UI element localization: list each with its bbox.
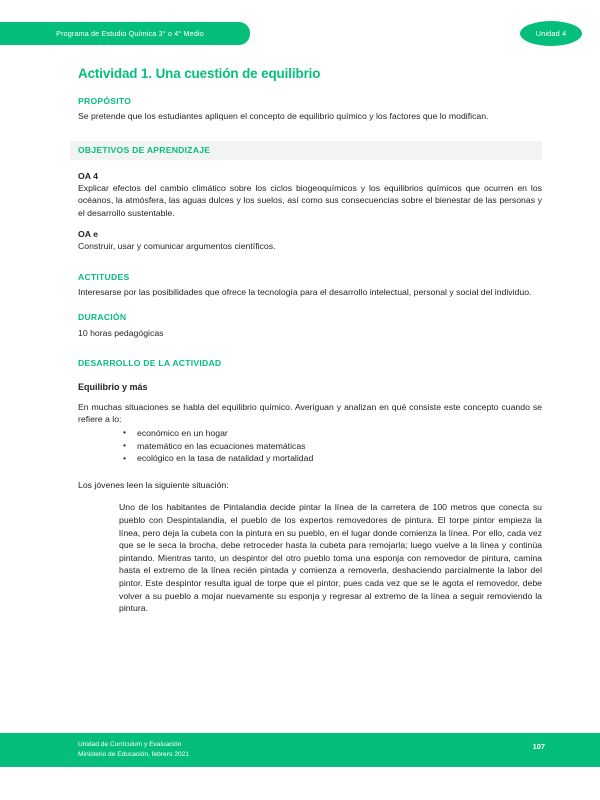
objetivo-code-oa4: OA 4 [78, 170, 98, 181]
objetivo-text-oa4: Explicar efectos del cambio climático sobre los ciclos biogeoquímicos y los equilibrios químicos que ocurren en los océanos, la atmósfera, las aguas dulces y los suelos, así como sus consecuencias sobre el bienestar de las personas y el desarrollo sustentable. [78, 183, 542, 218]
situation-lead-in-text: Los jóvenes leen la siguiente situación: [78, 480, 229, 491]
section-heading-objetivos: OBJETIVOS DE APRENDIZAJE [70, 141, 542, 160]
situation-quote-text: Uno de los habitantes de Pintalandia decide pintar la línea de la carretera de 100 metros que conecta su pueblo con Despintalandia, el pueblo de los expertos removedores de pintura. El torpe pintor empieza la línea, pero deja la cubeta con la pintura en su pueblo, en el lugar donde comienza la línea. Por ello, cada vez que se le seca la brocha, debe retroceder hasta la cubeta para remojarla; luego vuelve a la línea y continúa pintando. Mientras tanto, un despintor del otro pueblo toma una esponja con removedor de pintura, camina hasta el extremo de la línea recién pintada y comienza a removerla, deshaciendo parcialmente la labor del pintor. Este despintor resulta igual de torpe que el pintor, pues cada vez que se le agota el removedor, debe volver a su pueblo a mojar nuevamente su esponja y regresar al extremo de la línea a seguir removiendo la pintura. [119, 502, 542, 614]
spacer [78, 339, 542, 358]
section-heading-desarrollo: DESARROLLO DE LA ACTIVIDAD [78, 357, 222, 368]
actitudes-text: Interesarse por las posibilidades que ofrece la tecnología para el desarrollo intelectual, personal y social del individuo. [78, 287, 532, 297]
footer-page-number: 107 [532, 742, 545, 751]
unit-badge-label: Unidad 4 [535, 29, 567, 38]
page-title: Actividad 1. Una cuestión de equilibrio [78, 66, 321, 81]
section-heading-duracion: DURACIÓN [78, 312, 127, 323]
section-heading-proposito: PROPÓSITO [78, 96, 132, 107]
list-item: • ecológico en la tasa de natalidad y mortalidad [137, 452, 542, 465]
footer-line-1: Unidad de Currículum y Evaluación [78, 741, 182, 748]
spacer [78, 219, 542, 228]
unit-badge [520, 21, 582, 46]
proposito-text: Se pretende que los estudiantes apliquen el concepto de equilibrio químico y los factores que lo modifican. [78, 111, 489, 122]
footer-organization [78, 740, 189, 760]
spacer [78, 465, 542, 479]
duracion-text: 10 horas pedagógicas [78, 327, 164, 338]
section-heading-actitudes: ACTITUDES [78, 271, 130, 282]
desarrollo-bullet-list [78, 427, 542, 465]
desarrollo-subheading: Equilibrio y más [78, 382, 148, 393]
footer-line-2: Ministerio de Educación, febrero 2021 [78, 751, 190, 759]
spacer [78, 253, 542, 272]
objetivo-item-oae [78, 228, 542, 253]
list-item: • matemático en las ecuaciones matemáticas [137, 440, 542, 453]
objetivo-item-oa4 [78, 170, 542, 219]
footer-band [0, 733, 600, 767]
program-header-band [0, 22, 250, 45]
objetivo-text-oae: Construir, usar y comunicar argumentos científicos. [78, 241, 276, 252]
document-content [78, 66, 542, 615]
list-item: • económico en un hogar [137, 427, 542, 440]
spacer [78, 298, 542, 312]
desarrollo-intro-text: En muchas situaciones se habla del equilibrio químico. Averiguan y analizan en qué consiste este concepto cuando se refiere a lo: [78, 402, 542, 425]
program-header-label: Programa de Estudio Química 3° o 4° Medio [56, 29, 204, 38]
objetivo-code-oae: OA e [78, 229, 98, 240]
